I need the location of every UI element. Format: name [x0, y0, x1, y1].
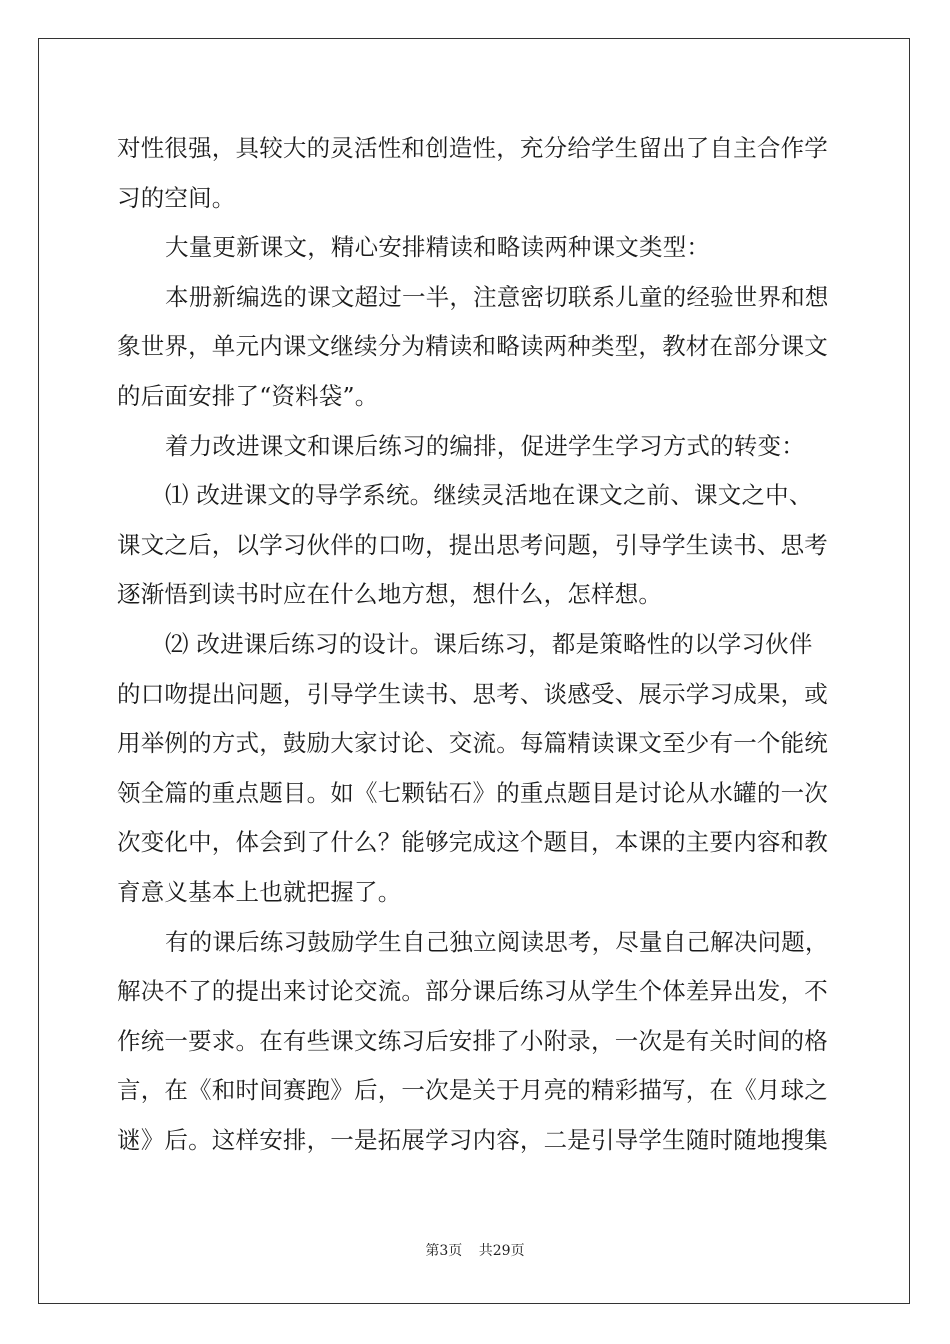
document-body — [117, 124, 837, 1165]
text-line: 本册新编选的课文超过一半，注意密切联系儿童的经验世界和想 — [165, 282, 829, 311]
text-line: 对性很强，具较大的灵活性和创造性，充分给学生留出了自主合作学 — [117, 134, 828, 162]
text-line: 领全篇的重点题目。如《七颗钻石》的重点题目是讨论从水罐的一次 — [117, 778, 828, 807]
text-line: ⑵ 改进课后练习的设计。课后练习，都是策略性的以学习伙伴 — [165, 629, 813, 658]
text-line: 次变化中，体会到了什么？能够完成这个题目，本课的主要内容和教 — [117, 828, 828, 857]
text-line: 象世界，单元内课文继续分为精读和略读两种类型，教材在部分课文 — [117, 332, 828, 361]
text-line: 言，在《和时间赛跑》后，一次是关于月亮的精彩描写，在《月球之 — [117, 1076, 828, 1105]
text-line: 大量更新课文，精心安排精读和略读两种课文类型： — [165, 233, 711, 262]
text-line: 育意义基本上也就把握了。 — [117, 877, 402, 906]
text-line: 课文之后，以学习伙伴的口吻，提出思考问题，引导学生读书、思考 — [117, 530, 828, 559]
total-pages-label: 共29页 — [478, 1243, 525, 1259]
current-page-label: 第3页 — [425, 1243, 463, 1259]
text-line: 习的空间。 — [117, 183, 236, 212]
page-footer — [0, 1240, 950, 1260]
text-line: 逐渐悟到读书时应在什么地方想，想什么，怎样想。 — [117, 580, 663, 609]
text-line: 的口吻提出问题，引导学生读书、思考、谈感受、展示学习成果，或 — [117, 679, 828, 708]
text-line: 作统一要求。在有些课文练习后安排了小附录，一次是有关时间的格 — [117, 1026, 828, 1055]
text-line: 有的课后练习鼓励学生自己独立阅读思考，尽量自己解决问题， — [165, 927, 829, 956]
text-line: ⑴ 改进课文的导学系统。继续灵活地在课文之前、课文之中、 — [165, 481, 813, 510]
text-line: 谜》后。这样安排，一是拓展学习内容，二是引导学生随时随地搜集 — [117, 1125, 828, 1154]
text-line: 解决不了的提出来讨论交流。部分课后练习从学生个体差异出发，不 — [117, 977, 828, 1006]
text-line: 用举例的方式，鼓励大家讨论、交流。每篇精读课文至少有一个能统 — [117, 729, 828, 758]
text-line: 着力改进课文和课后练习的编排，促进学生学习方式的转变： — [165, 431, 805, 460]
text-line: 的后面安排了“资料袋”。 — [117, 381, 379, 410]
